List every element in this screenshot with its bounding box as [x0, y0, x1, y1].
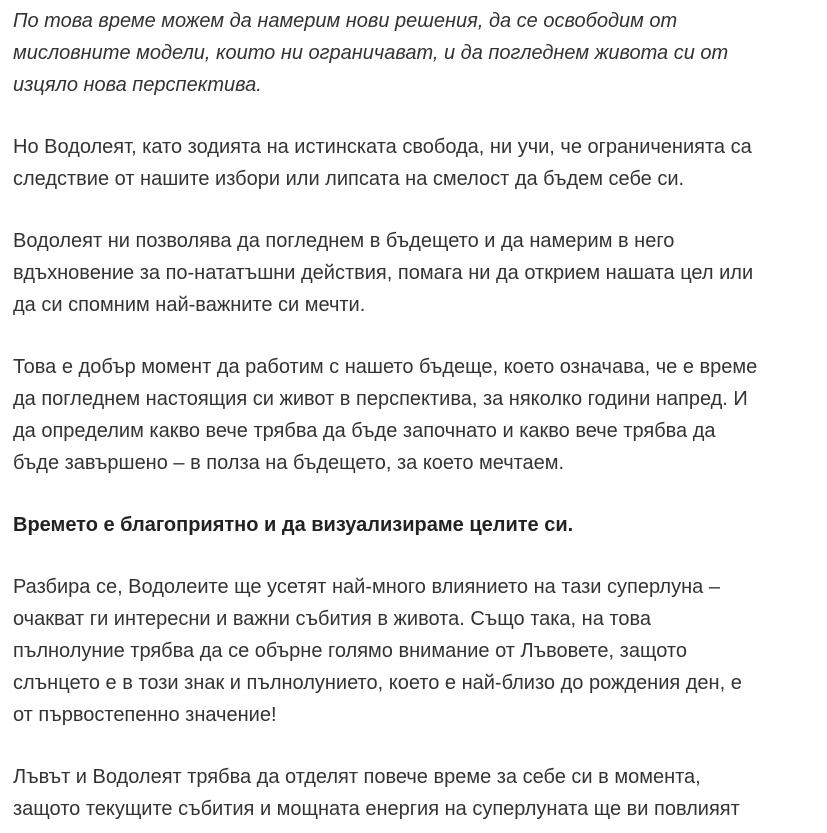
text-line: Но Водолеят, като зодията на истинската свобода, ни учи, че ограниченията са [13, 136, 752, 158]
text-line: Водолеят ни позволява да погледнем в бъдещето и да намерим в него [13, 230, 675, 252]
text-line: от първостепенно значение! [13, 704, 277, 726]
paragraph-signs [13, 571, 813, 731]
paragraph-future [13, 225, 813, 321]
text-line: очакват ги интересни и важни събития в живота. Също така, на това [13, 608, 651, 630]
paragraph-bold-highlight [13, 509, 813, 541]
text-line: следствие от нашите избори или липсата на смелост да бъдем себе си. [13, 168, 685, 190]
text-line: бъде завършено – в полза на бъдещето, за което мечтаем. [13, 452, 565, 474]
text-line: Това е добър момент да работим с нашето бъдеще, което означава, че е време [13, 356, 758, 378]
text-line: да погледнем настоящия си живот в перспектива, за няколко години напред. И [13, 388, 748, 410]
paragraph-leo-aquarius [13, 761, 813, 825]
text-line: защото текущите събития и мощната енергия на суперлуната ще ви повлияят [13, 798, 740, 820]
text-line: Времето е благоприятно и да визуализираме целите си. [13, 514, 574, 536]
text-line: пълнолуние трябва да се обърне голямо внимание от Лъвовете, защото [13, 640, 687, 662]
article-body [13, 0, 813, 825]
text-line: да си спомним най-важните си мечти. [13, 294, 366, 316]
text-line: слънцето е в този знак и пълнолунието, което е най-близо до рождения ден, е [13, 672, 742, 694]
text-line: вдъхновение за по-нататъшни действия, помага ни да открием нашата цел или [13, 262, 754, 284]
text-line: мисловните модели, които ни ограничават, и да погледнем живота си от [13, 42, 729, 64]
text-line: Разбира се, Водолеите ще усетят най-много влиянието на тази суперлуна – [13, 576, 720, 598]
text-line: Лъвът и Водолеят трябва да отделят повече време за себе си в момента, [13, 766, 701, 788]
paragraph-freedom [13, 131, 813, 195]
text-line: да определим какво вече трябва да бъде започнато и какво вече трябва да [13, 420, 716, 442]
paragraph-intro-italic [13, 5, 813, 101]
paragraph-work-future [13, 351, 813, 479]
text-line: изцяло нова перспектива. [13, 74, 262, 96]
text-line: По това време можем да намерим нови решения, да се освободим от [13, 10, 678, 32]
